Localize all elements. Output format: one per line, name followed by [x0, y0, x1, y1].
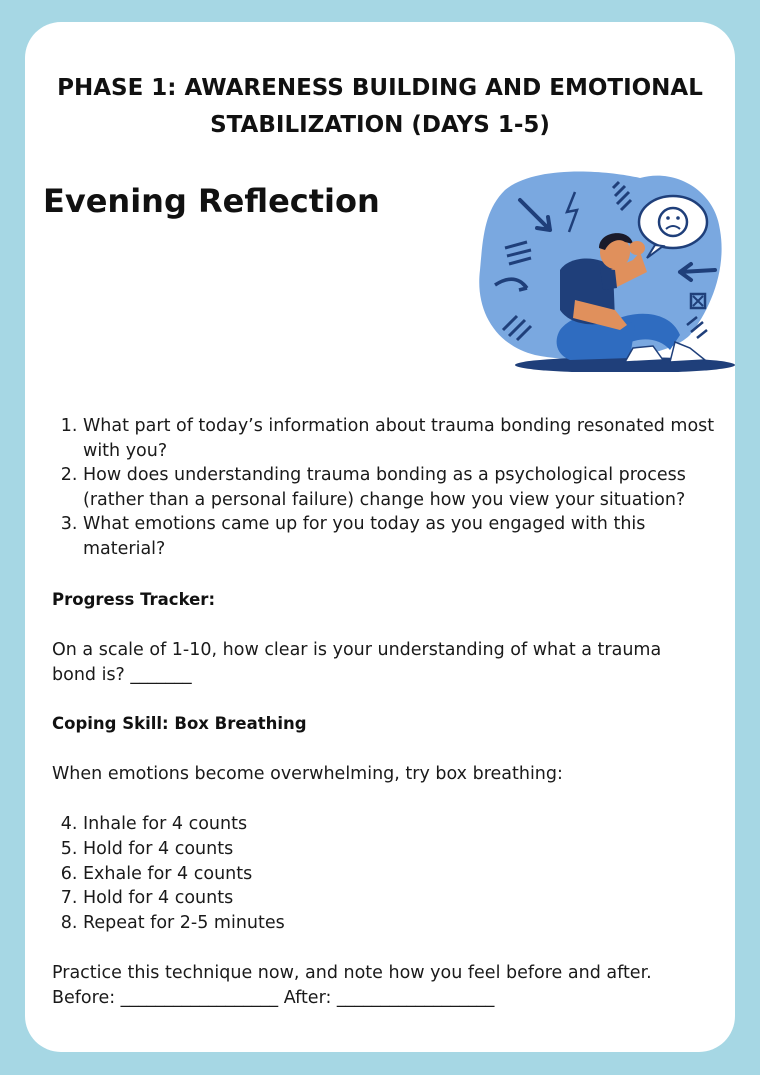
worksheet-card [25, 22, 735, 1052]
step-item: 5. Hold for 4 counts [83, 837, 723, 862]
step-item: 4. Inhale for 4 counts [83, 812, 723, 837]
phase-title-line-1: PHASE 1: AWARENESS BUILDING AND EMOTIONAL [57, 75, 703, 101]
phase-title [25, 70, 735, 144]
progress-tracker-text: On a scale of 1-10, how clear is your understanding of what a trauma bond is? _______ [52, 640, 662, 685]
step-item: 6. Exhale for 4 counts [83, 862, 723, 887]
section-title: Evening Reflection [43, 182, 380, 220]
before-after-line: Before: __________________ After: __________________ [52, 987, 495, 1008]
coping-skill-intro: When emotions become overwhelming, try box breathing: [52, 764, 563, 784]
progress-tracker-heading: Progress Tracker: [52, 590, 216, 609]
step-item: 8. Repeat for 2-5 minutes [83, 911, 723, 936]
breathing-steps [61, 812, 723, 936]
phase-title-line-2: STABILIZATION (DAYS 1-5) [210, 112, 550, 138]
coping-skill-heading: Coping Skill: Box Breathing [52, 714, 307, 733]
practice-line: Practice this technique now, and note how you feel before and after. [52, 963, 652, 983]
question-item: 3. What emotions came up for you today as you engaged with this material? [83, 512, 723, 561]
reflection-questions [61, 414, 723, 561]
question-item: 2. How does understanding trauma bonding as a psychological process (rather than a personal failure) change how you view your situation? [83, 463, 723, 512]
practice-instructions [52, 961, 692, 1010]
stressed-person-illustration [465, 160, 740, 372]
question-item: 1. What part of today’s information about trauma bonding resonated most with you? [83, 414, 723, 463]
step-item: 7. Hold for 4 counts [83, 886, 723, 911]
